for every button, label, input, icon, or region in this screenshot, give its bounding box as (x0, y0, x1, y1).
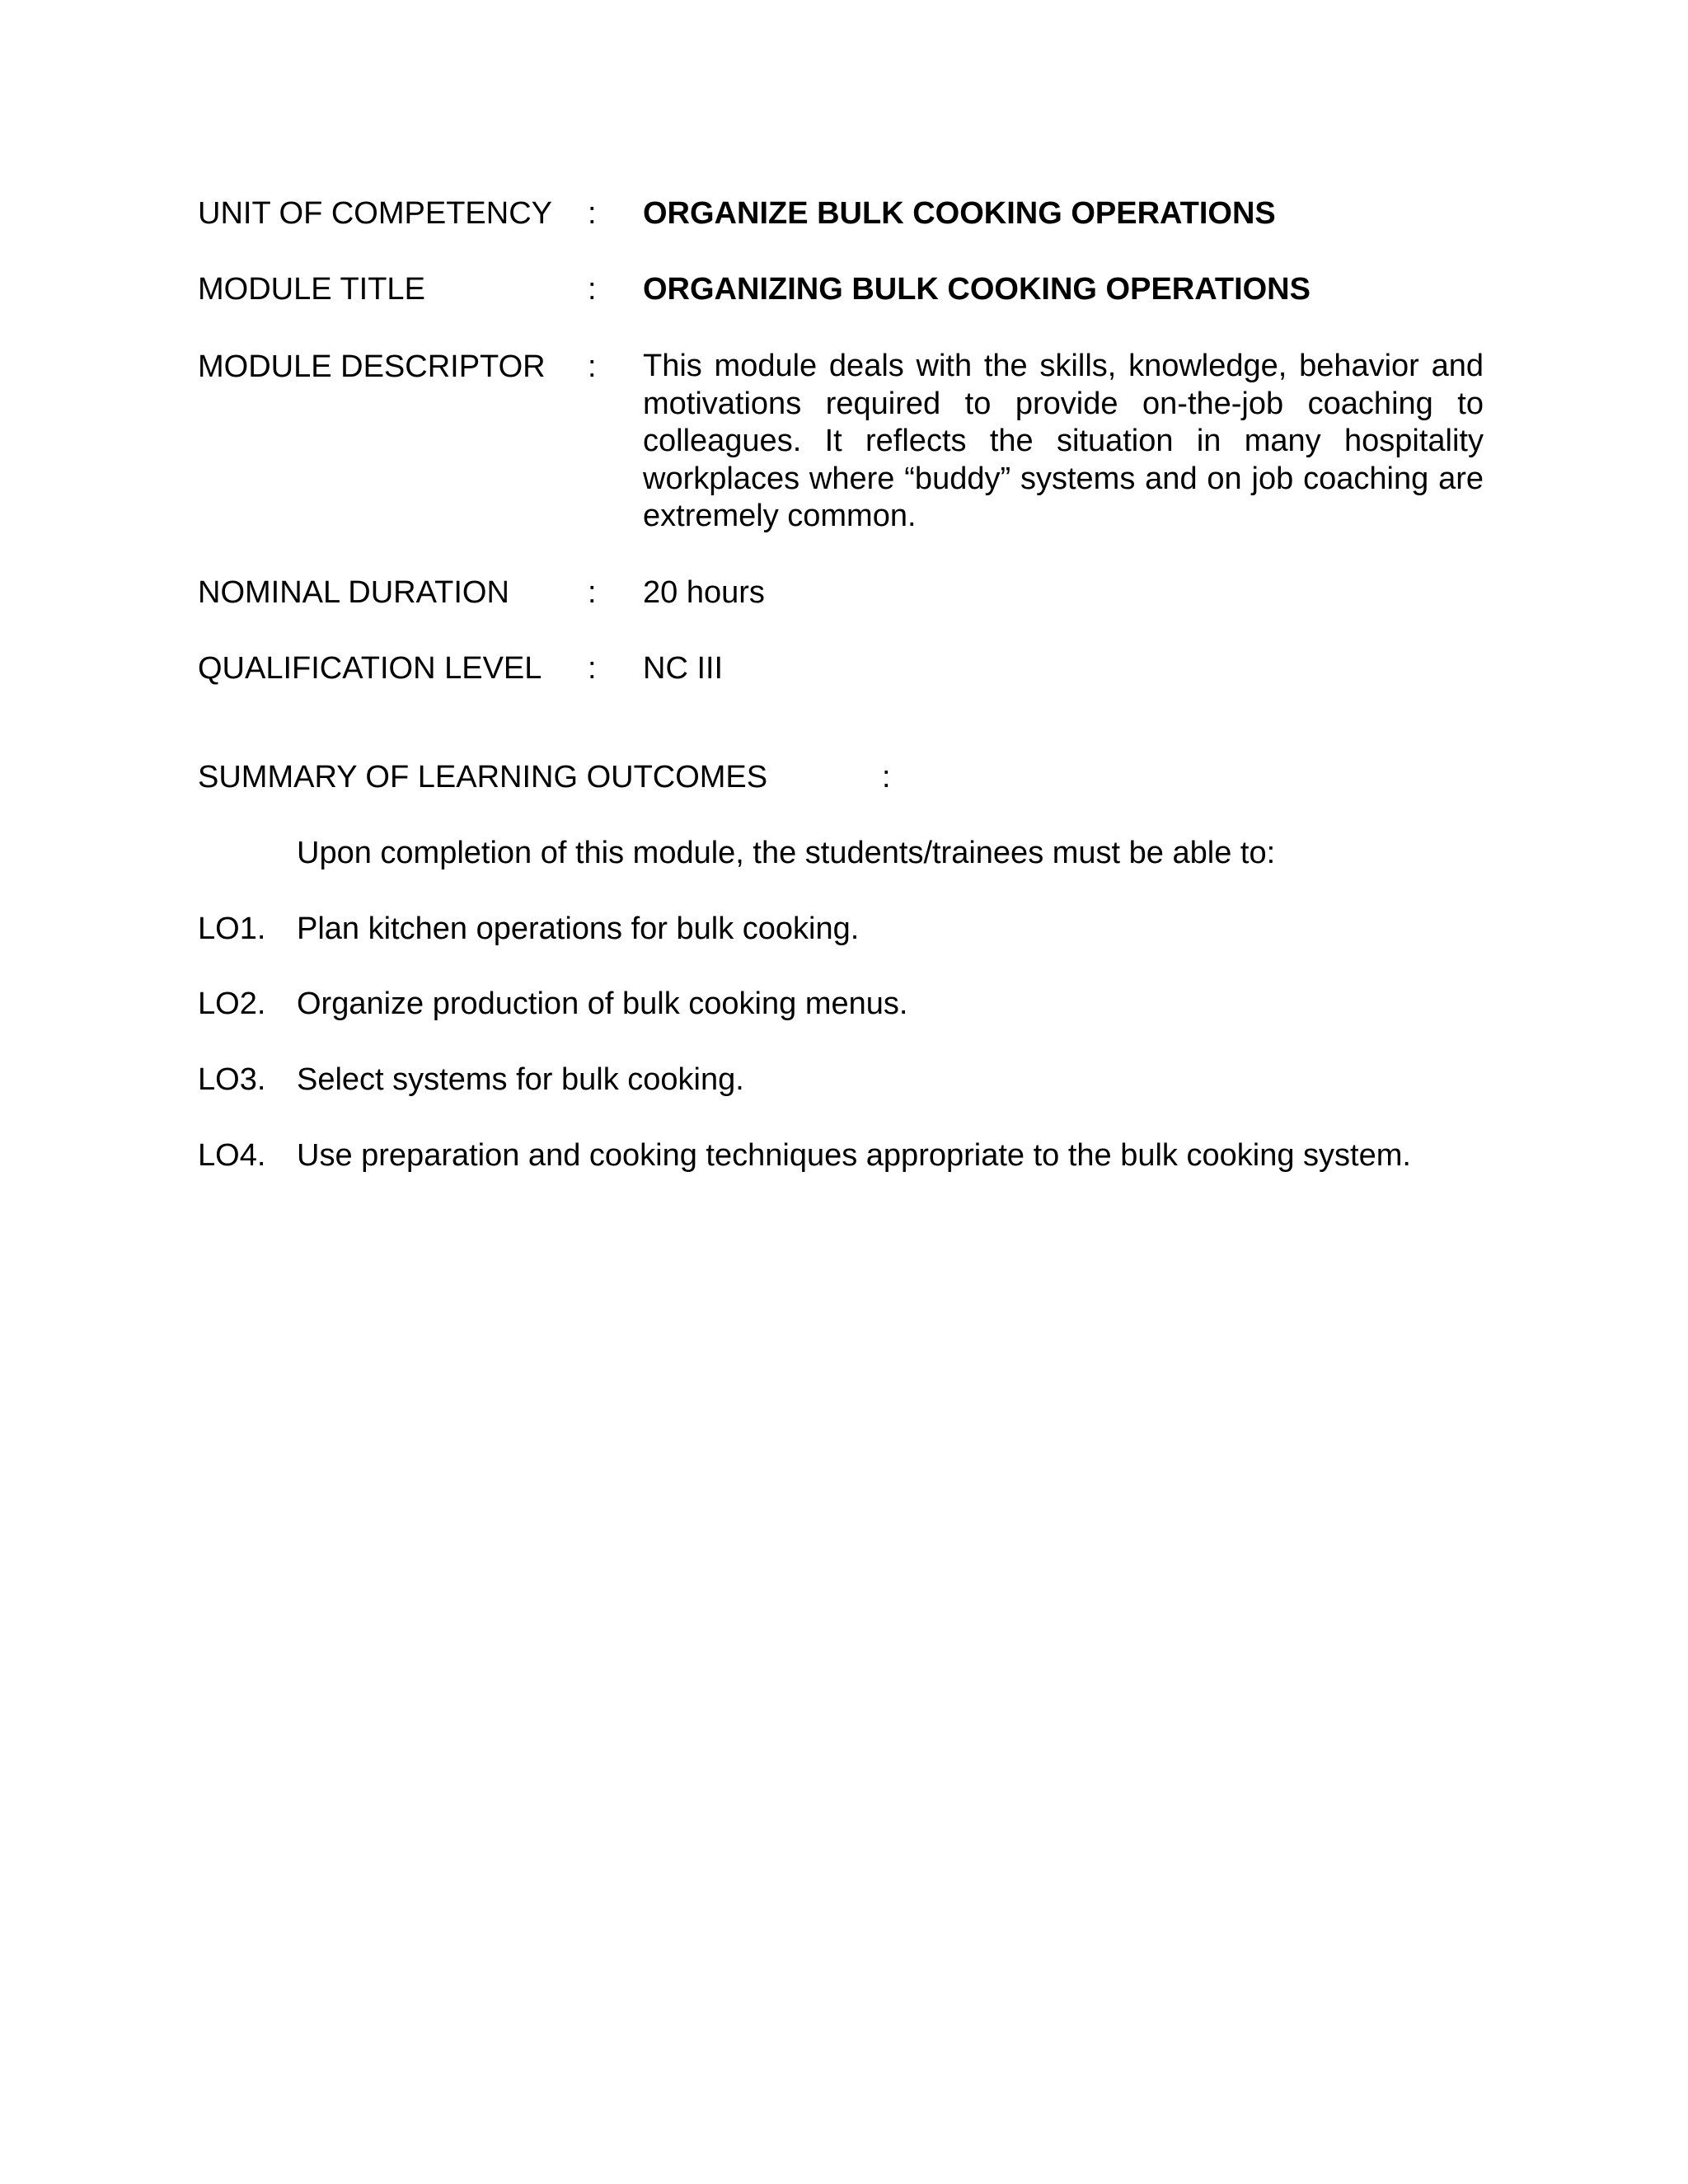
learning-outcome-text: Use preparation and cooking techniques appropriate to the bulk cooking system. (297, 1138, 1411, 1173)
learning-outcome-code: LO2. (198, 987, 266, 1021)
summary-label: SUMMARY OF LEARNING OUTCOMES (198, 760, 768, 794)
qualification-level-colon: : (588, 651, 597, 686)
module-title-colon: : (588, 272, 597, 307)
unit-of-competency-label: UNIT OF COMPETENCY (198, 196, 552, 231)
qualification-level-value: NC III (643, 651, 724, 686)
unit-of-competency-colon: : (588, 196, 597, 231)
learning-outcome-code: LO4. (198, 1138, 266, 1173)
module-title-label: MODULE TITLE (198, 272, 425, 307)
learning-outcome-text: Select systems for bulk cooking. (297, 1062, 744, 1097)
module-descriptor-colon: : (588, 349, 597, 384)
nominal-duration-label: NOMINAL DURATION (198, 575, 509, 610)
learning-outcome-text: Organize production of bulk cooking menus. (297, 987, 908, 1021)
qualification-level-label: QUALIFICATION LEVEL (198, 651, 542, 686)
learning-outcome-code: LO1. (198, 912, 266, 946)
unit-of-competency-value: ORGANIZE BULK COOKING OPERATIONS (643, 196, 1276, 231)
module-descriptor-label: MODULE DESCRIPTOR (198, 349, 546, 384)
module-descriptor-value: This module deals with the skills, knowledge, behavior and motivations required to provide on-the-job coaching to colleagues. It reflects the situation in many hospitality workplaces where “buddy” systems and on job coaching are extremely common. (643, 349, 1484, 533)
summary-colon: : (882, 760, 891, 794)
nominal-duration-colon: : (588, 575, 597, 610)
summary-intro: Upon completion of this module, the students/trainees must be able to: (297, 836, 1276, 870)
nominal-duration-value: 20 hours (643, 575, 765, 610)
learning-outcome-text: Plan kitchen operations for bulk cooking. (297, 912, 860, 946)
learning-outcome-code: LO3. (198, 1062, 266, 1097)
module-title-value: ORGANIZING BULK COOKING OPERATIONS (643, 272, 1311, 307)
